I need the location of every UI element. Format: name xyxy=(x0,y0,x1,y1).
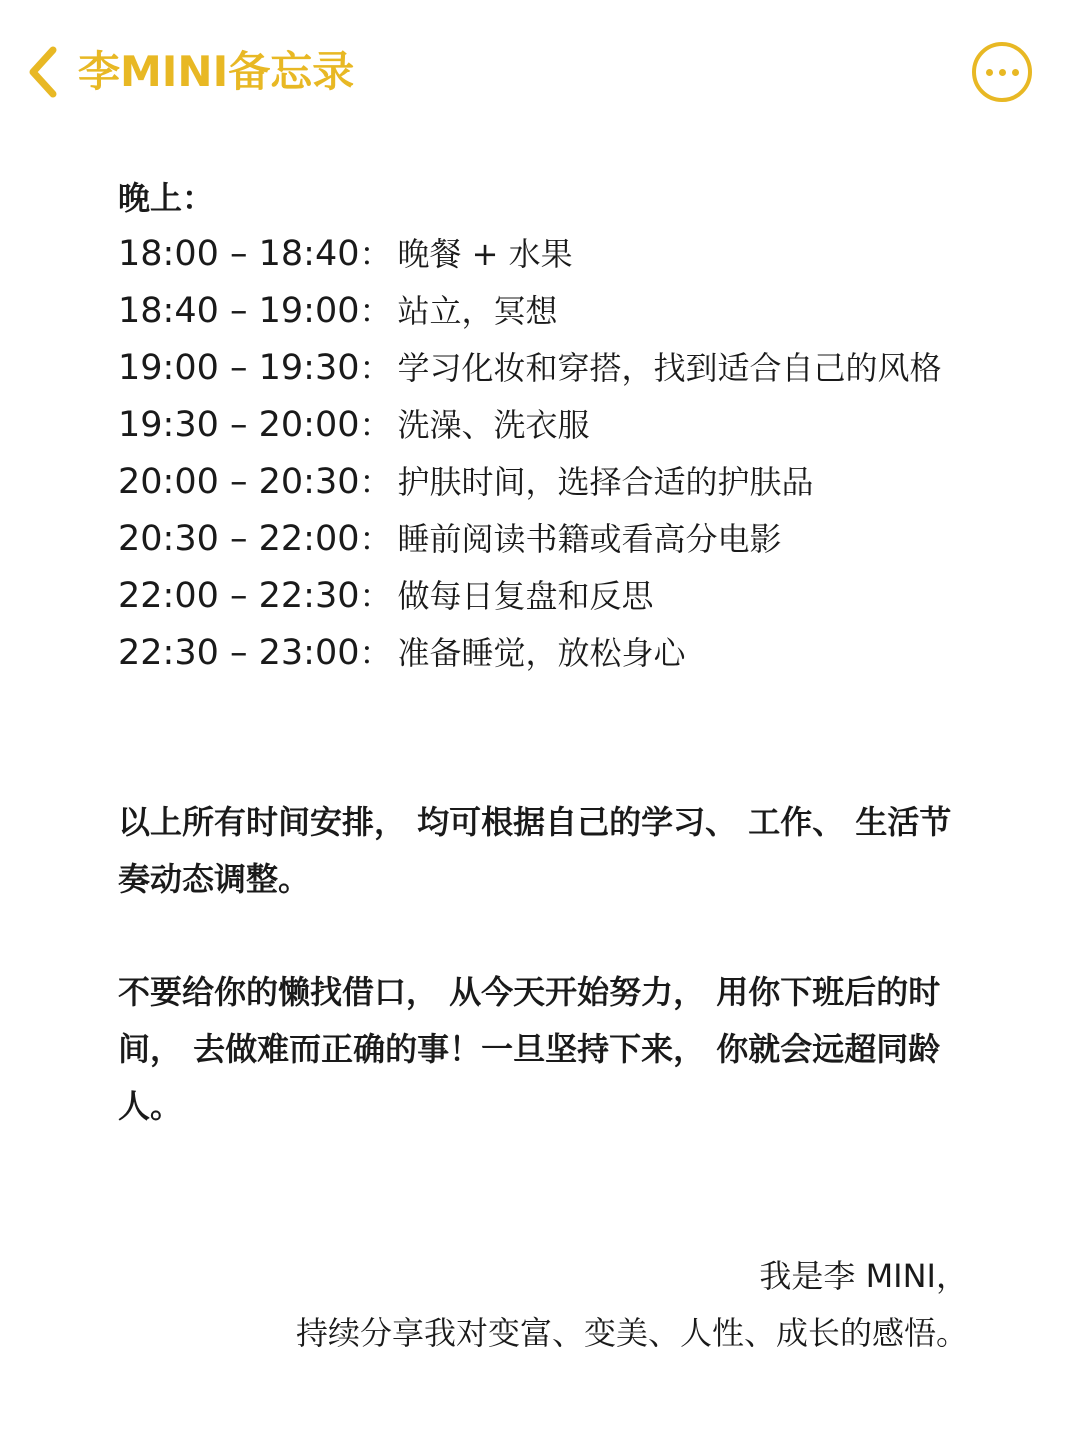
schedule-item: 18:40 – 19:00 ： 站立，冥想 xyxy=(118,283,998,340)
schedule-time: 22:30 – 23:00 xyxy=(118,633,360,673)
more-options-button[interactable] xyxy=(972,42,1032,102)
schedule-item: 22:30 – 23:00 ： 准备睡觉，放松身心 xyxy=(118,625,998,682)
schedule-item: 19:30 – 20:00 ： 洗澡、洗衣服 xyxy=(118,397,998,454)
chevron-left-icon xyxy=(25,46,59,98)
schedule-time: 18:40 – 19:00 xyxy=(118,291,360,331)
schedule-task: 学习化妆和穿搭，找到适合自己的风格 xyxy=(397,349,942,387)
schedule-time: 20:00 – 20:30 xyxy=(118,462,360,502)
schedule-item: 20:00 – 20:30 ： 护肤时间，选择合适的护肤品 xyxy=(118,454,998,511)
schedule-list xyxy=(118,226,998,682)
author-signoff xyxy=(296,1248,968,1362)
schedule-time: 22:00 – 22:30 xyxy=(118,576,360,616)
note-paragraph-motivation: 不要给你的懒找借口， 从今天开始努力， 用你下班后的时间， 去做难而正确的事！一旦坚持下来， 你就会远超同龄人。 xyxy=(118,973,941,1125)
schedule-item: 22:00 – 22:30 ： 做每日复盘和反思 xyxy=(118,568,998,625)
memo-content xyxy=(118,170,998,1135)
schedule-time: 19:30 – 20:00 xyxy=(118,405,360,445)
schedule-task: 站立，冥想 xyxy=(397,292,558,330)
schedule-item: 19:00 – 19:30 ： 学习化妆和穿搭，找到适合自己的风格 xyxy=(118,340,998,397)
schedule-item: 18:00 – 18:40 ： 晚餐 + 水果 xyxy=(118,226,998,283)
ellipsis-circle-icon xyxy=(986,69,1019,76)
schedule-task: 准备睡觉，放松身心 xyxy=(397,634,686,672)
note-paragraph-adjust: 以上所有时间安排， 均可根据自己的学习、 工作、 生活节奏动态调整。 xyxy=(118,803,952,898)
schedule-task: 护肤时间，选择合适的护肤品 xyxy=(397,463,814,501)
signoff-line-1: 我是李 MINI， xyxy=(759,1257,968,1295)
schedule-task: 洗澡、洗衣服 xyxy=(397,406,590,444)
navigation-bar xyxy=(0,0,1080,140)
signoff-line-2: 持续分享我对变富、变美、人性、成长的感悟。 xyxy=(295,1314,968,1352)
schedule-time: 18:00 – 18:40 xyxy=(118,234,360,274)
schedule-task: 晚餐 + 水果 xyxy=(397,235,573,273)
schedule-time: 19:00 – 19:30 xyxy=(118,348,360,388)
schedule-task: 做每日复盘和反思 xyxy=(397,577,654,615)
schedule-task: 睡前阅读书籍或看高分电影 xyxy=(397,520,782,558)
schedule-time: 20:30 – 22:00 xyxy=(118,519,360,559)
section-heading: 晚上： xyxy=(118,179,215,217)
back-button[interactable] xyxy=(20,44,64,100)
schedule-item: 20:30 – 22:00 ： 睡前阅读书籍或看高分电影 xyxy=(118,511,998,568)
page-title: 李MINI备忘录 xyxy=(78,47,355,96)
